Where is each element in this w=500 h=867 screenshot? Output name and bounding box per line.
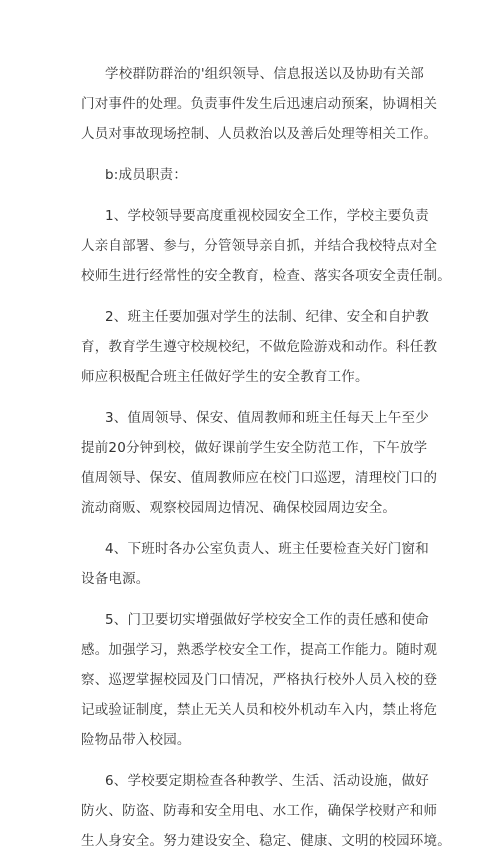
paragraph-item-4 bbox=[0, 534, 500, 594]
text-line: 感。加强学习，熟悉学校安全工作，提高工作能力。随时观 bbox=[81, 642, 438, 658]
text-line: 察、巡逻掌握校园及门口情况，严格执行校外人员入校的登 bbox=[81, 672, 438, 688]
text-line: 记或验证制度，禁止无关人员和校外机动车入内，禁止将危 bbox=[81, 702, 438, 718]
paragraph-item-2 bbox=[0, 302, 500, 392]
text-line: 险物品带入校园。 bbox=[81, 732, 191, 748]
text-line: 1、学校领导要高度重视校园安全工作，学校主要负责 bbox=[105, 208, 429, 224]
paragraph-item-6 bbox=[0, 766, 500, 856]
text-line: 育，教育学生遵守校规校纪，不做危险游戏和动作。科任教 bbox=[81, 339, 438, 355]
text-line: 人员对事故现场控制、人员救治以及善后处理等相关工作。 bbox=[81, 126, 438, 142]
text-line: 人亲自部署、参与，分管领导亲自抓，并结合我校特点对全 bbox=[81, 238, 438, 254]
text-line: 值周领导、保安、值周教师应在校门口巡逻，清理校门口的 bbox=[81, 470, 438, 486]
text-line: 师应积极配合班主任做好学生的安全教育工作。 bbox=[81, 369, 369, 385]
text-line: 5、门卫要切实增强做好学校安全工作的责任感和使命 bbox=[105, 612, 429, 628]
text-line: 提前20分钟到校，做好课前学生安全防范工作，下午放学 bbox=[81, 440, 428, 456]
text-line: 3、值周领导、保安、值周教师和班主任每天上午至少 bbox=[105, 410, 429, 426]
paragraph-organization-duty bbox=[0, 59, 500, 149]
text-line: 4、下班时各办公室负责人、班主任要检查关好门窗和 bbox=[105, 541, 429, 557]
text-line: 防火、防盗、防毒和安全用电、水工作，确保学校财产和师 bbox=[81, 803, 438, 819]
text-line: 学校群防群治的'组织领导、信息报送以及协助有关部 bbox=[105, 66, 425, 82]
document-body bbox=[0, 59, 500, 867]
text-line: 校师生进行经常性的安全教育，检查、落实各项安全责任制。 bbox=[81, 268, 451, 284]
paragraph-item-5 bbox=[0, 605, 500, 755]
text-line: 门对事件的处理。负责事件发生后迅速启动预案，协调相关 bbox=[81, 96, 438, 112]
text-line: 6、学校要定期检查各种教学、生活、活动设施，做好 bbox=[105, 773, 429, 789]
text-line: 流动商贩、观察校园周边情况、确保校园周边安全。 bbox=[81, 500, 397, 516]
paragraph-item-1 bbox=[0, 201, 500, 291]
text-line: 2、班主任要加强对学生的法制、纪律、安全和自护教 bbox=[105, 309, 429, 325]
paragraph-member-duties-heading bbox=[0, 160, 500, 190]
paragraph-item-3 bbox=[0, 403, 500, 523]
text-line: 生人身安全。努力建设安全、稳定、健康、文明的校园环境。 bbox=[81, 833, 451, 849]
section-heading: b:成员职责： bbox=[105, 167, 188, 183]
text-line: 设备电源。 bbox=[81, 571, 150, 587]
